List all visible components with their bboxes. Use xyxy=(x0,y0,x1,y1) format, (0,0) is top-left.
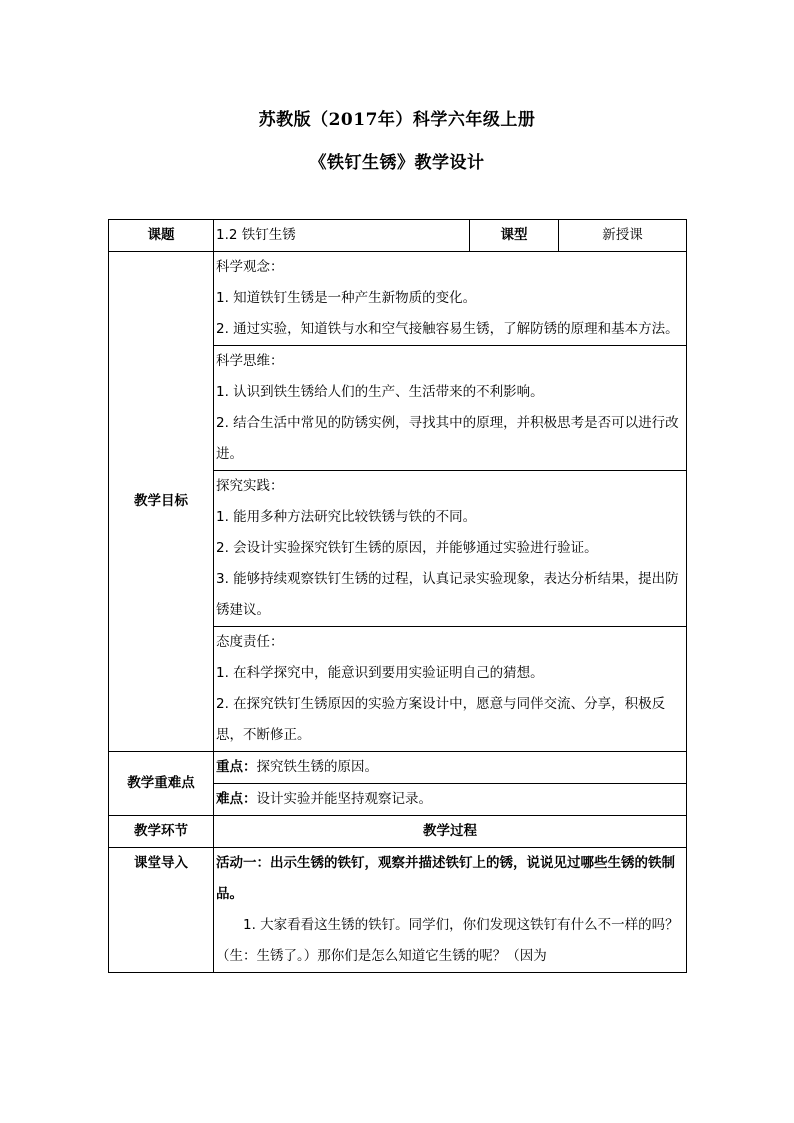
goal-line: 2. 通过实验，知道铁与水和空气接触容易生锈，了解防锈的原理和基本方法。 xyxy=(216,321,679,337)
lesson-plan-table xyxy=(108,219,687,973)
goal-line: 2. 在探究铁钉生锈原因的实验方案设计中，愿意与同伴交流、分享，积极反思，不断修正。 xyxy=(216,696,666,743)
goal-block-attitude xyxy=(214,627,687,752)
table-row-intro xyxy=(109,848,687,973)
goal-block-practice xyxy=(214,471,687,627)
goal-block-thinking xyxy=(214,346,687,471)
key-point-prefix: 重点： xyxy=(216,759,257,775)
goal-block-concept xyxy=(214,252,687,346)
table-row-keypoints xyxy=(109,752,687,784)
intro-label: 课堂导入 xyxy=(109,848,214,973)
goal-line: 1. 知道铁钉生锈是一种产生新物质的变化。 xyxy=(216,290,477,306)
intro-content xyxy=(214,848,687,973)
key-point xyxy=(214,752,687,784)
goals-label: 教学目标 xyxy=(109,252,214,752)
topic-value: 1.2 铁钉生锈 xyxy=(214,220,470,252)
process-header: 教学过程 xyxy=(214,816,687,848)
difficult-point xyxy=(214,784,687,816)
document-subtitle: 《铁钉生锈》教学设计 xyxy=(309,153,485,173)
table-row-topic xyxy=(109,220,687,252)
goal-heading: 态度责任： xyxy=(216,634,284,650)
difficult-point-prefix: 难点： xyxy=(216,791,257,807)
intro-paragraph: 1. 大家看看这生锈的铁钉。同学们，你们发现这铁钉有什么不一样的吗？（生：生锈了。）那你们是怎么知道它生锈的呢？（因为 xyxy=(216,917,679,964)
keypoints-label: 教学重难点 xyxy=(109,752,214,816)
activity-heading: 活动一：出示生锈的铁钉，观察并描述铁钉上的锈，说说见过哪些生锈的铁制品。 xyxy=(216,855,675,902)
document-title: 苏教版（2017年）科学六年级上册 xyxy=(258,110,536,130)
key-point-text: 探究铁生锈的原因。 xyxy=(256,759,378,775)
lesson-type-label: 课型 xyxy=(470,220,559,252)
goal-line: 2. 会设计实验探究铁钉生锈的原因，并能够通过实验进行验证。 xyxy=(216,540,598,556)
goal-line: 3. 能够持续观察铁钉生锈的过程，认真记录实验现象，表达分析结果，提出防锈建议。 xyxy=(216,571,679,618)
goal-line: 1. 在科学探究中，能意识到要用实验证明自己的猜想。 xyxy=(216,665,544,681)
stage-header: 教学环节 xyxy=(109,816,214,848)
goal-line: 2. 结合生活中常见的防锈实例，寻找其中的原理，并积极思考是否可以进行改进。 xyxy=(216,415,679,462)
topic-label: 课题 xyxy=(109,220,214,252)
goal-heading: 科学思维： xyxy=(216,353,284,369)
goal-line: 1. 认识到铁生锈给人们的生产、生活带来的不利影响。 xyxy=(216,384,544,400)
table-row-goals xyxy=(109,252,687,346)
table-row-process-header xyxy=(109,816,687,848)
difficult-point-text: 设计实验并能坚持观察记录。 xyxy=(256,791,432,807)
lesson-type-value: 新授课 xyxy=(559,220,687,252)
goal-heading: 科学观念： xyxy=(216,259,284,275)
goal-heading: 探究实践： xyxy=(216,478,284,494)
goal-line: 1. 能用多种方法研究比较铁锈与铁的不同。 xyxy=(216,509,477,525)
